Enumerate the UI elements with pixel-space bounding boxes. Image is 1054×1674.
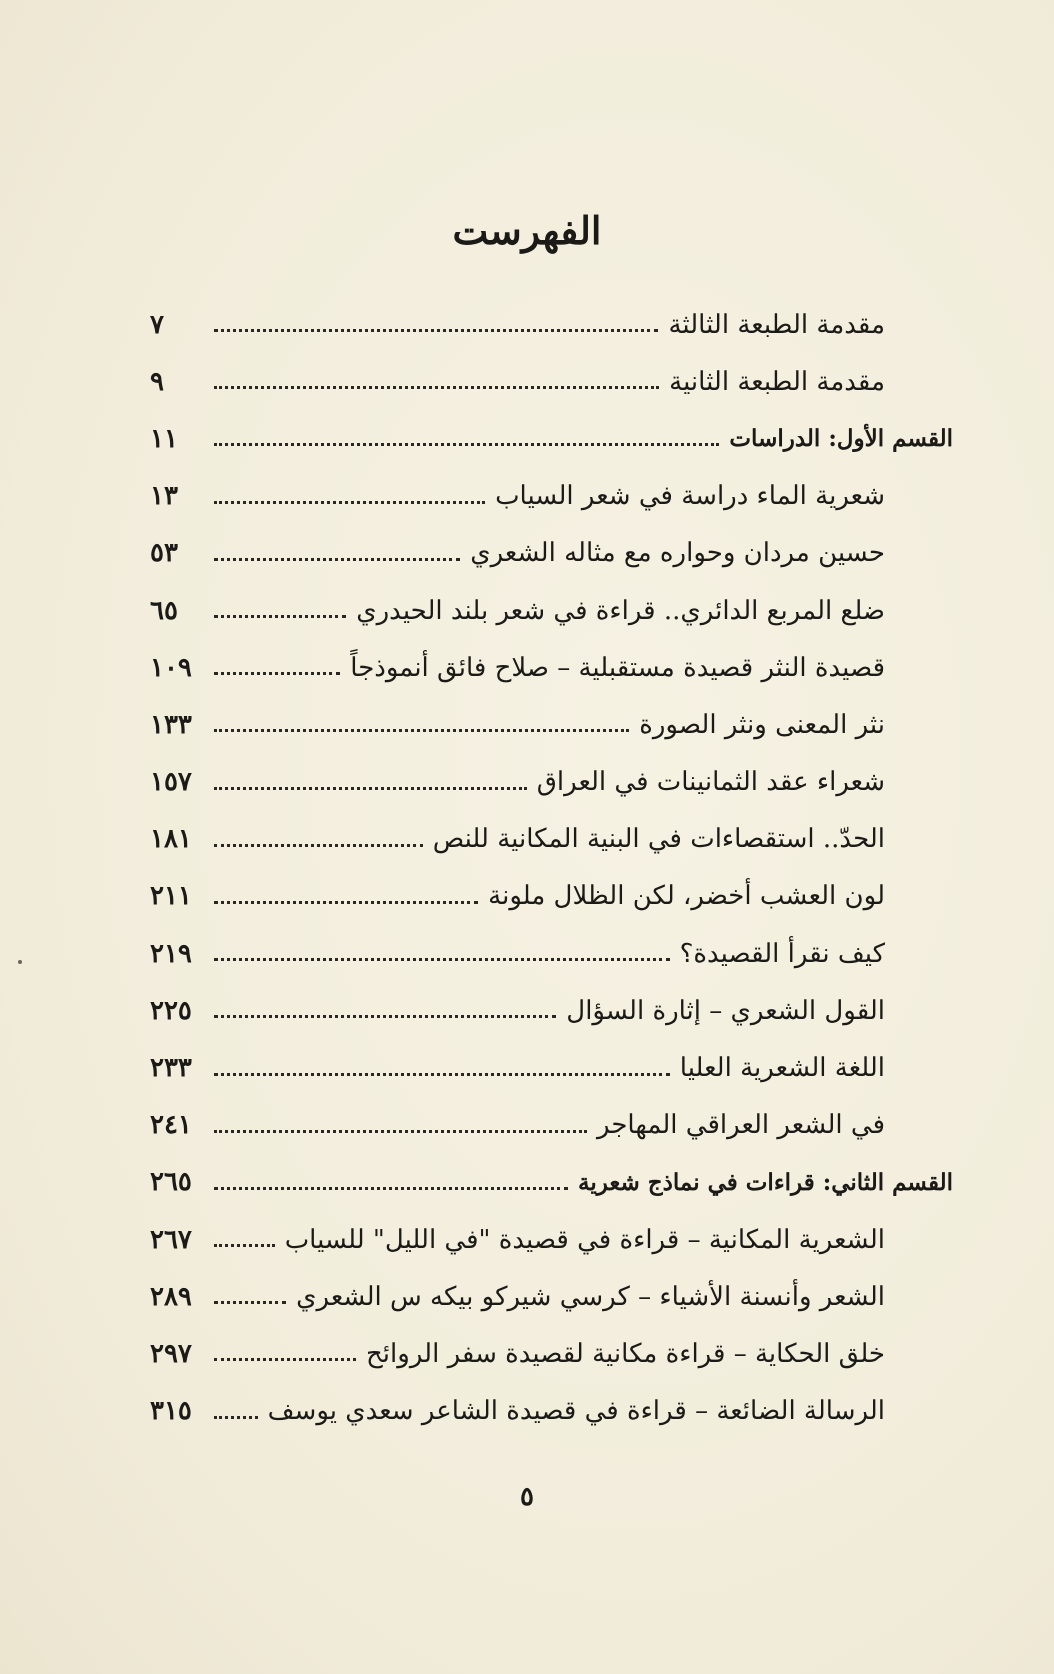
- table-of-contents: [150, 296, 953, 1440]
- toc-entry-title: في الشعر العراقي المهاجر: [597, 1110, 885, 1141]
- toc-entry-page: ١١: [150, 423, 178, 454]
- toc-entry-row: [150, 1325, 885, 1382]
- dot-leader: [214, 1244, 275, 1247]
- toc-entry-row: [150, 1383, 885, 1440]
- toc-entry-row: [150, 296, 885, 353]
- toc-entry-row: [150, 639, 885, 696]
- dot-leader: [214, 672, 340, 675]
- toc-entry-row: [150, 1039, 885, 1096]
- toc-entry-row: [150, 1268, 885, 1325]
- toc-entry-page: ٢٦٧: [150, 1224, 192, 1255]
- toc-entry-row: [150, 1211, 885, 1268]
- dot-leader: [214, 787, 527, 790]
- dot-leader: [214, 501, 485, 504]
- toc-entry-page: ٢٦٥: [150, 1167, 192, 1198]
- toc-entry-page: ٢٨٩: [150, 1281, 192, 1312]
- toc-entry-page: ١٠٩: [150, 652, 192, 683]
- toc-entry-title: خلق الحكاية – قراءة مكانية لقصيدة سفر الروائح: [366, 1338, 885, 1369]
- toc-entry-title: الشعر وأنسنة الأشياء – كرسي شيركو بيكه س الشعري: [296, 1281, 885, 1312]
- toc-entry-page: ٢٩٧: [150, 1338, 192, 1369]
- paper-speck: [18, 960, 22, 964]
- dot-leader: [214, 1187, 568, 1190]
- toc-section-row: [150, 410, 953, 467]
- toc-entry-page: ٦٥: [150, 595, 178, 626]
- toc-entry-title: شعراء عقد الثمانينات في العراق: [536, 767, 885, 798]
- toc-entry-title: مقدمة الطبعة الثالثة: [668, 309, 885, 340]
- toc-entry-page: ٣١٥: [150, 1396, 192, 1427]
- toc-entry-title: حسين مردان وحواره مع مثاله الشعري: [470, 538, 885, 569]
- toc-entry-page: ٩: [150, 366, 164, 397]
- toc-entry-row: [150, 582, 885, 639]
- dot-leader: [214, 1358, 356, 1361]
- toc-entry-row: [150, 353, 885, 410]
- toc-entry-page: ٢٣٣: [150, 1053, 192, 1084]
- toc-entry-title: قصيدة النثر قصيدة مستقبلية – صلاح فائق أنموذجاً: [350, 652, 885, 683]
- toc-entry-page: ١٣٣: [150, 709, 192, 740]
- toc-entry-page: ٢١٩: [150, 938, 192, 969]
- toc-entry-page: ١٣: [150, 481, 178, 512]
- toc-entry-row: [150, 1097, 885, 1154]
- toc-entry-title: مقدمة الطبعة الثانية: [669, 366, 885, 397]
- toc-entry-title: القسم الأول: الدراسات: [729, 425, 953, 453]
- toc-entry-page: ٢١١: [150, 881, 192, 912]
- toc-entry-row: [150, 754, 885, 811]
- dot-leader: [214, 729, 629, 732]
- toc-entry-title: نثر المعنى ونثر الصورة: [639, 709, 885, 740]
- toc-entry-title: لون العشب أخضر، لكن الظلال ملونة: [488, 881, 885, 912]
- dot-leader: [214, 958, 670, 961]
- dot-leader: [214, 901, 478, 904]
- toc-entry-page: ١٥٧: [150, 767, 192, 798]
- toc-entry-page: ٢٤١: [150, 1110, 192, 1141]
- toc-entry-row: [150, 525, 885, 582]
- dot-leader: [214, 1301, 286, 1304]
- dot-leader: [214, 1015, 556, 1018]
- dot-leader: [214, 844, 423, 847]
- toc-entry-page: ٧: [150, 309, 164, 340]
- dot-leader: [214, 443, 719, 446]
- dot-leader: [214, 1130, 587, 1133]
- toc-entry-row: [150, 982, 885, 1039]
- page-title: الفهرست: [452, 208, 602, 253]
- dot-leader: [214, 329, 658, 332]
- toc-entry-title: كيف نقرأ القصيدة؟: [679, 938, 885, 969]
- page-number: ٥: [520, 1482, 534, 1512]
- dot-leader: [214, 615, 346, 618]
- toc-entry-row: [150, 925, 885, 982]
- toc-entry-row: [150, 696, 885, 753]
- toc-entry-page: ٢٢٥: [150, 995, 192, 1026]
- toc-entry-row: [150, 868, 885, 925]
- dot-leader: [214, 1416, 258, 1419]
- toc-entry-page: ٥٣: [150, 538, 178, 569]
- toc-entry-title: القسم الثاني: قراءات في نماذج شعرية: [578, 1168, 953, 1196]
- dot-leader: [214, 386, 659, 389]
- toc-entry-title: شعرية الماء دراسة في شعر السياب: [495, 481, 885, 512]
- toc-entry-title: ضلع المربع الدائري.. قراءة في شعر بلند الحيدري: [356, 595, 885, 626]
- toc-entry-title: القول الشعري – إثارة السؤال: [566, 995, 885, 1026]
- toc-entry-row: [150, 468, 885, 525]
- toc-section-row: [150, 1154, 953, 1211]
- toc-entry-title: الحدّ.. استقصاءات في البنية المكانية للنص: [432, 824, 885, 855]
- toc-entry-title: الرسالة الضائعة – قراءة في قصيدة الشاعر سعدي يوسف: [267, 1396, 885, 1427]
- toc-entry-title: الشعرية المكانية – قراءة في قصيدة "في الليل" للسياب: [284, 1224, 885, 1255]
- dot-leader: [214, 1073, 670, 1076]
- toc-entry-row: [150, 811, 885, 868]
- toc-entry-title: اللغة الشعرية العليا: [679, 1053, 885, 1084]
- toc-entry-page: ١٨١: [150, 824, 192, 855]
- dot-leader: [214, 558, 460, 561]
